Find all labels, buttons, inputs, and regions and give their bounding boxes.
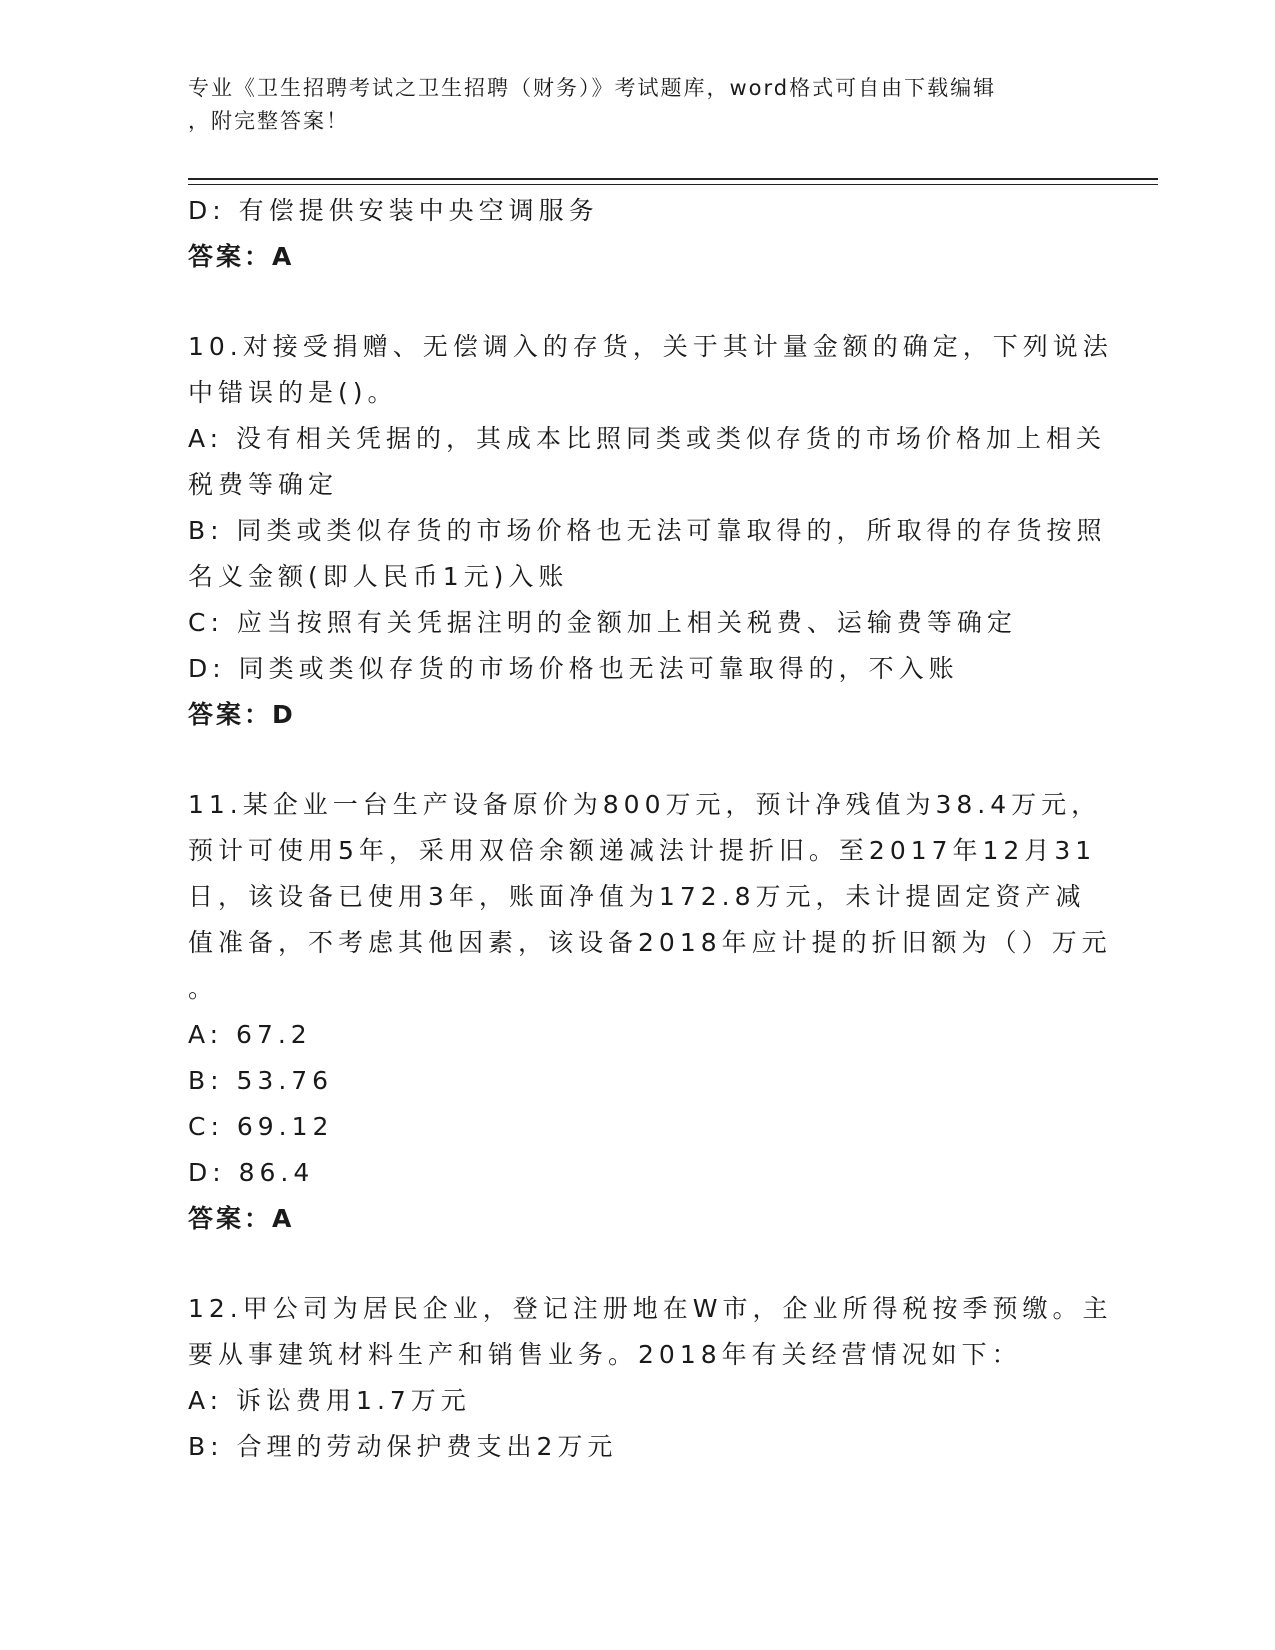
option-a: A: 67.2 — [188, 1020, 312, 1049]
question-10 — [188, 324, 1113, 738]
spacer — [188, 1242, 1088, 1286]
option-c: C: 69.12 — [188, 1112, 334, 1141]
header-line-1: 专业《卫生招聘考试之卫生招聘（财务）》考试题库，word格式可自由下载编辑 — [188, 76, 997, 100]
header-rule-thin — [188, 184, 1158, 185]
option-c: C: 应当按照有关凭据注明的金额加上相关税费、运输费等确定 — [188, 608, 1017, 637]
option-a: A: 诉讼费用1.7万元 — [188, 1386, 471, 1415]
answer-line: 答案：A — [188, 1204, 295, 1233]
page-header — [188, 72, 1088, 138]
option-a: A: 没有相关凭据的，其成本比照同类或类似存货的市场价格加上相关 — [188, 424, 1107, 453]
question-12 — [188, 1286, 1113, 1470]
question-stem-line: 要从事建筑材料生产和销售业务。2018年有关经营情况如下： — [188, 1340, 1022, 1369]
header-rule-thick — [188, 178, 1158, 180]
question-stem-line: 。 — [188, 974, 219, 1003]
option-d: D: 有偿提供安装中央空调服务 — [188, 196, 599, 225]
question-stem-line: 12.甲公司为居民企业，登记注册地在W市，企业所得税按季预缴。主 — [188, 1294, 1113, 1323]
spacer — [188, 280, 1088, 324]
question-content — [188, 188, 1113, 1470]
previous-question-tail — [188, 188, 1088, 280]
question-stem-line: 11.某企业一台生产设备原价为800万元，预计净残值为38.4万元， — [188, 790, 1102, 819]
question-11 — [188, 782, 1112, 1242]
option-b: B: 53.76 — [188, 1066, 334, 1095]
option-b-cont: 名义金额(即人民币1元)入账 — [188, 562, 569, 591]
spacer — [188, 738, 1088, 782]
question-stem-line: 中错误的是()。 — [188, 378, 398, 407]
question-stem-line: 10.对接受捐赠、无偿调入的存货，关于其计量金额的确定，下列说法 — [188, 332, 1113, 361]
header-line-2: ，附完整答案！ — [188, 109, 349, 133]
option-b: B: 同类或类似存货的市场价格也无法可靠取得的，所取得的存货按照 — [188, 516, 1107, 545]
option-a-cont: 税费等确定 — [188, 470, 339, 499]
question-stem-line: 预计可使用5年，采用双倍余额递减法计提折旧。至2017年12月31 — [188, 836, 1097, 865]
question-stem-line: 值准备，不考虑其他因素，该设备2018年应计提的折旧额为（）万元 — [188, 928, 1112, 957]
option-d: D: 同类或类似存货的市场价格也无法可靠取得的，不入账 — [188, 654, 959, 683]
option-d: D: 86.4 — [188, 1158, 315, 1187]
answer-line: 答案：A — [188, 242, 295, 271]
option-b: B: 合理的劳动保护费支出2万元 — [188, 1432, 618, 1461]
question-stem-line: 日，该设备已使用3年，账面净值为172.8万元，未计提固定资产减 — [188, 882, 1086, 911]
answer-line: 答案：D — [188, 700, 296, 729]
